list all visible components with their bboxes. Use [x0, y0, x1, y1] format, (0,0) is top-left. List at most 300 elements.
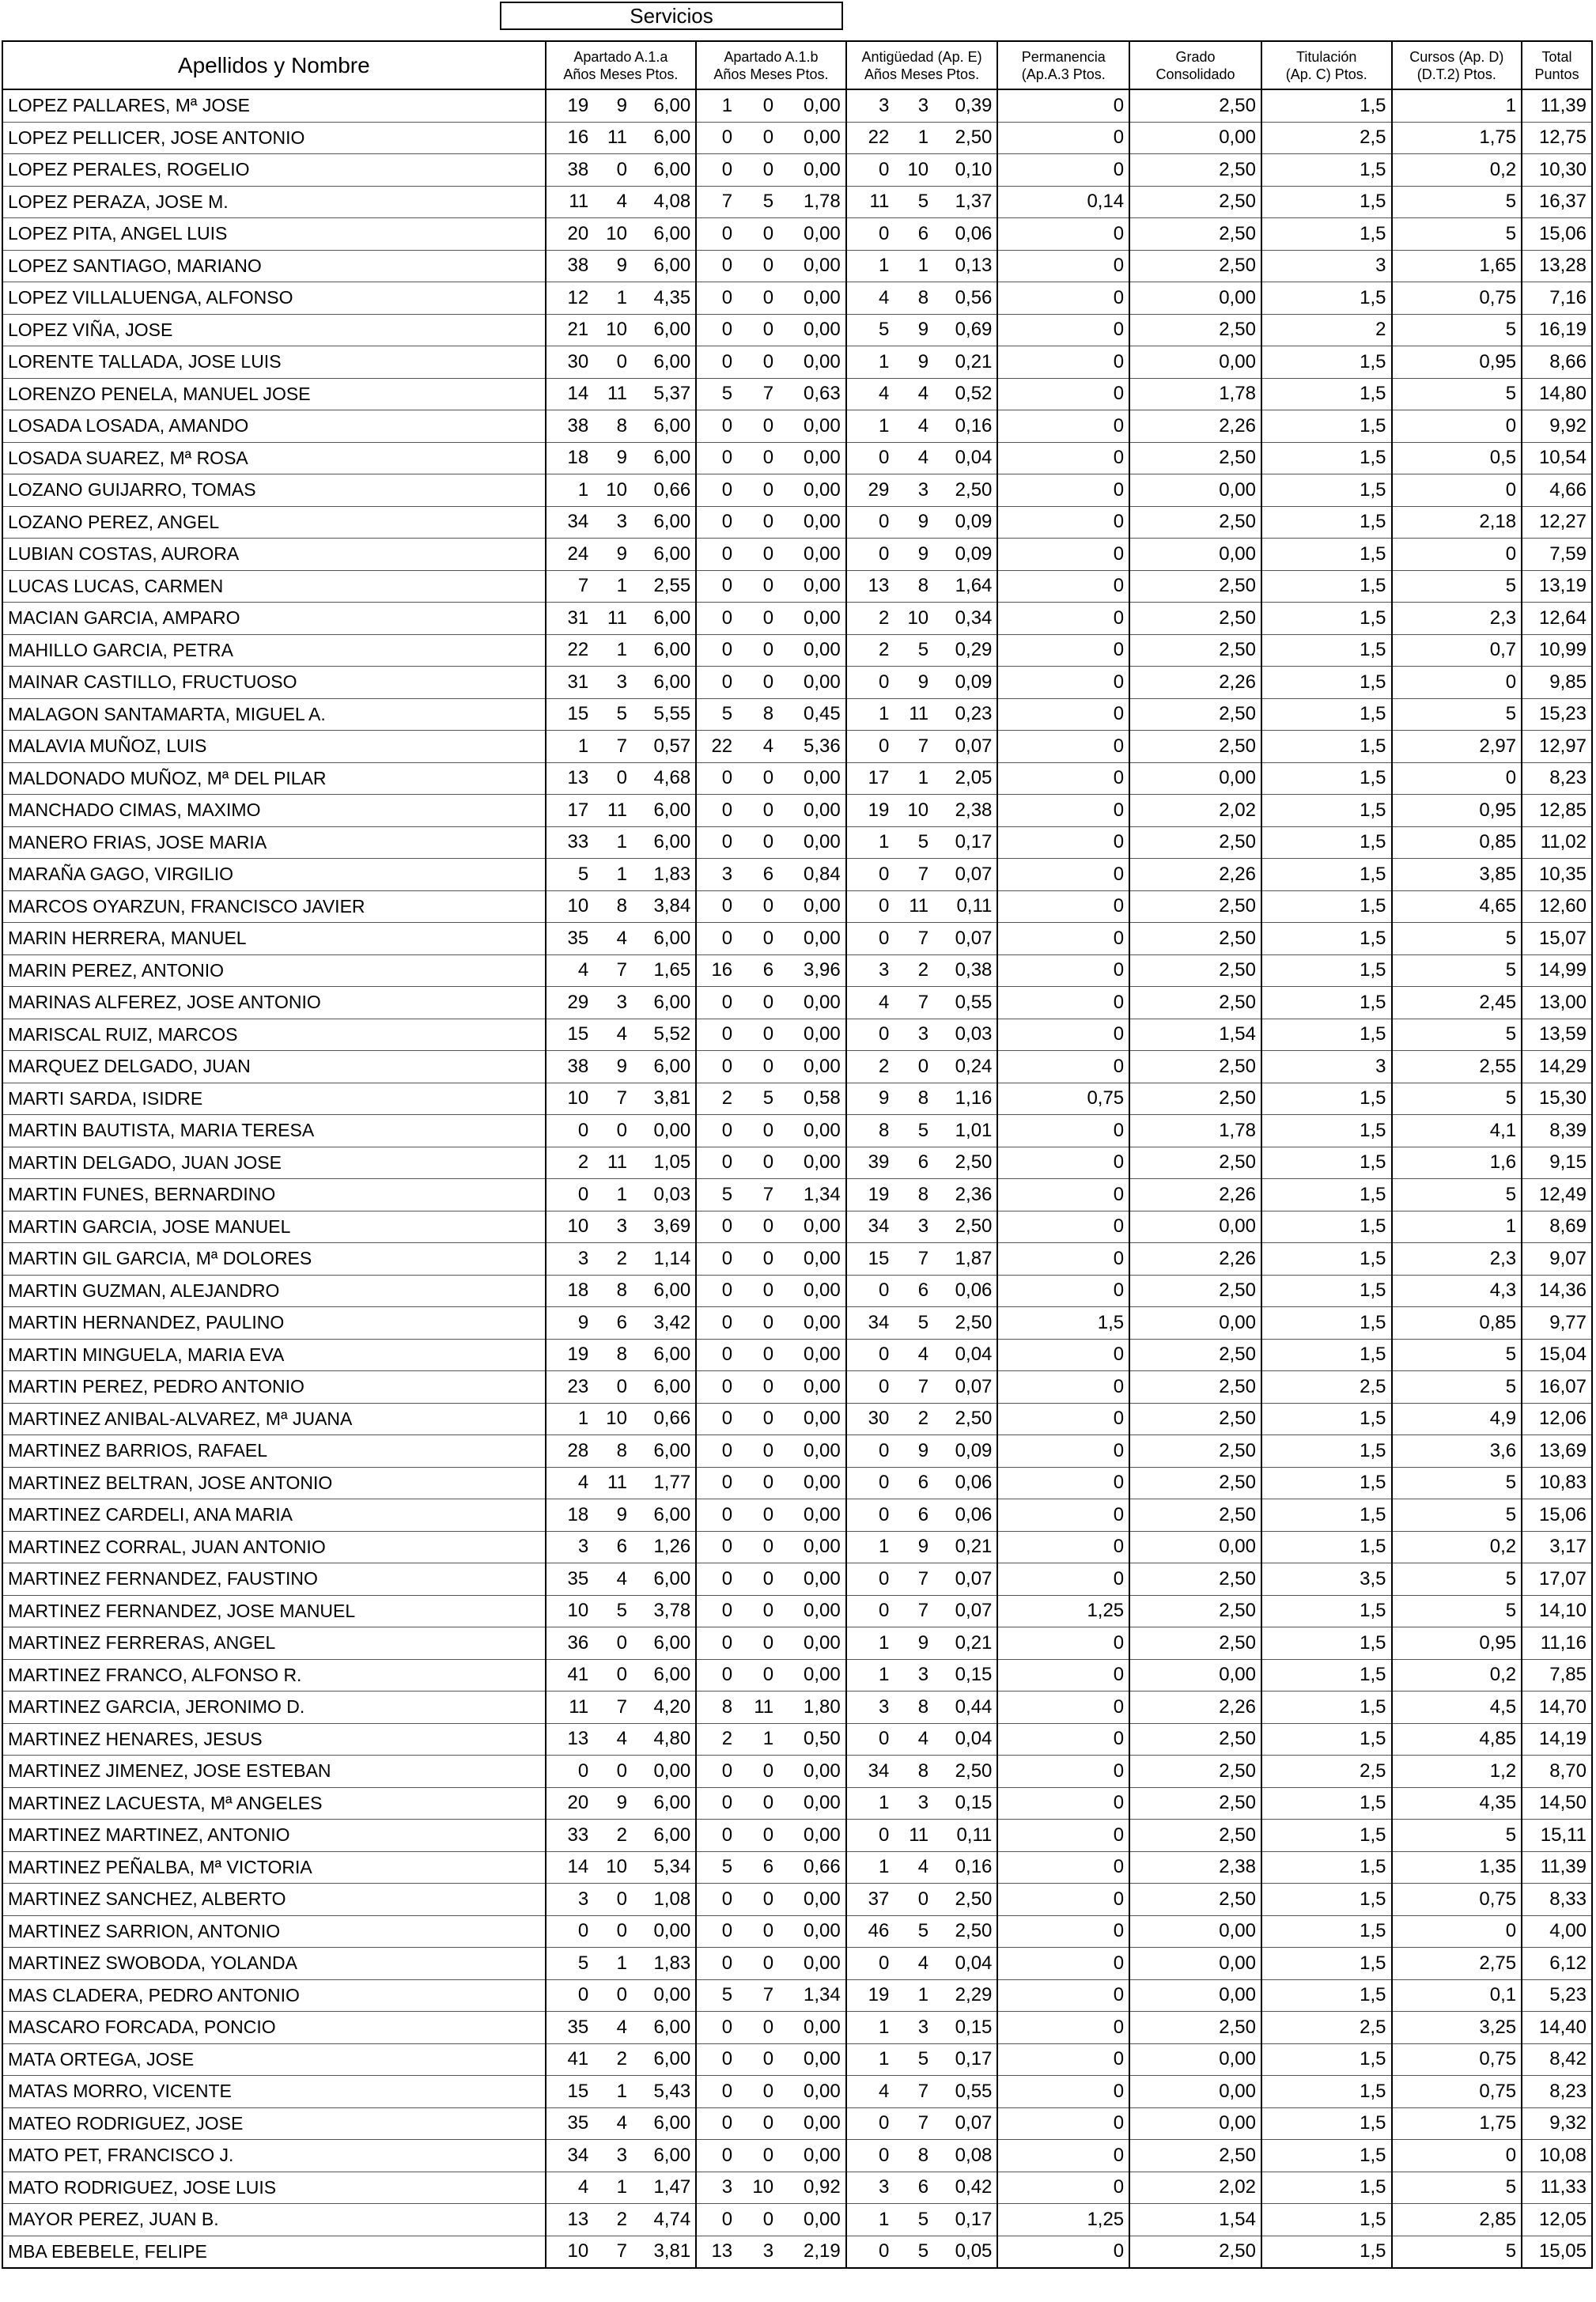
table-row	[2, 186, 1592, 218]
cell-cursos: 0,2	[1392, 154, 1522, 187]
cell-titulacion: 1,5	[1261, 667, 1392, 699]
cell-antig-meses: 4	[917, 1344, 929, 1366]
cell-antig-anos: 0	[846, 154, 894, 187]
cell-titulacion: 1,5	[1261, 2204, 1392, 2236]
cell-a1a-meses: 3	[616, 671, 627, 693]
cell-antig-ptos: 0,07	[955, 1600, 993, 1622]
cell-a1a-meses: 7	[616, 735, 627, 757]
cell-total: 12,97	[1522, 731, 1592, 763]
cell-a1a-ptos: 3,42	[653, 1311, 691, 1333]
table-row	[2, 1499, 1592, 1532]
cell-a1a-meses: 7	[616, 2240, 627, 2262]
cell-antig-anos: 0	[846, 1563, 894, 1596]
table-row	[2, 1787, 1592, 1820]
cell-grado: 2,50	[1129, 442, 1261, 474]
cell-a1b-anos: 0	[696, 1147, 737, 1179]
table-row	[2, 1692, 1592, 1724]
cell-antig-meses: 2	[917, 1408, 929, 1430]
cell-a1a-anos: 17	[546, 795, 594, 827]
cell-permanencia: 1,5	[997, 1307, 1129, 1340]
cell-a1b-anos: 0	[696, 1499, 737, 1532]
cell-cursos: 0,2	[1392, 1531, 1522, 1563]
cell-titulacion: 1,5	[1261, 1595, 1392, 1627]
cell-name: MALAVIA MUÑOZ, LUIS	[2, 731, 546, 763]
cell-a1b-ptos: 0,58	[803, 1087, 841, 1109]
cell-a1b-anos: 0	[696, 346, 737, 379]
cell-grado: 0,00	[1129, 539, 1261, 571]
cell-a1a-ptos: 5,37	[653, 383, 691, 405]
cell-grado: 2,26	[1129, 410, 1261, 443]
cell-a1b-anos: 0	[696, 250, 737, 282]
cell-a1a-ptos: 6,00	[653, 94, 691, 116]
cell-antig-ptos: 0,11	[956, 895, 993, 917]
cell-name: MARTIN GARCIA, JOSE MANUEL	[2, 1211, 546, 1243]
cell-permanencia: 0	[997, 1531, 1129, 1563]
cell-a1b-ptos: 0,00	[803, 1664, 841, 1686]
cell-antig-anos: 30	[846, 1403, 894, 1435]
cell-a1a-ptos: 0,66	[653, 478, 691, 501]
cell-permanencia: 0	[997, 1179, 1129, 1211]
cell-name: MARTINEZ HENARES, JESUS	[2, 1723, 546, 1756]
cell-grado: 2,50	[1129, 826, 1261, 859]
cell-a1b-anos: 0	[696, 506, 737, 539]
cell-antig-meses: 5	[917, 1119, 929, 1141]
cell-a1b-ptos: 0,00	[803, 639, 841, 661]
cell-antig-meses: 5	[917, 2048, 929, 2070]
cell-grado: 2,02	[1129, 2172, 1261, 2204]
cell-titulacion: 1,5	[1261, 1723, 1392, 1756]
table-row	[2, 1083, 1592, 1115]
cell-titulacion: 1,5	[1261, 378, 1392, 410]
cell-titulacion: 1,5	[1261, 154, 1392, 187]
cell-a1b-anos: 0	[696, 282, 737, 315]
cell-a1a-ptos: 6,00	[653, 222, 691, 244]
cell-a1b-meses: 0	[762, 1536, 774, 1558]
table-row	[2, 250, 1592, 282]
cell-a1b-meses: 1	[762, 1728, 774, 1750]
cell-antig-anos: 2	[846, 1051, 894, 1083]
cell-a1a-ptos: 3,84	[653, 895, 691, 917]
cell-a1b-ptos: 0,00	[803, 414, 841, 437]
cell-a1b-meses: 0	[762, 2144, 774, 2166]
cell-total: 4,66	[1522, 474, 1592, 507]
cell-a1a-meses: 1	[616, 1183, 627, 1205]
cell-titulacion: 2,5	[1261, 1756, 1392, 1788]
cell-antig-ptos: 0,03	[955, 1023, 993, 1045]
cell-permanencia: 0	[997, 410, 1129, 443]
cell-permanencia: 0	[997, 1948, 1129, 1980]
cell-titulacion: 1,5	[1261, 1659, 1392, 1692]
cell-permanencia: 0	[997, 570, 1129, 603]
cell-total: 13,00	[1522, 987, 1592, 1019]
cell-total: 11,16	[1522, 1627, 1592, 1660]
cell-a1a-meses: 4	[616, 2112, 627, 2134]
cell-a1a-anos: 3	[546, 1884, 594, 1916]
cell-a1b-ptos: 0,00	[803, 2016, 841, 2038]
cell-antig-ptos: 2,50	[955, 1888, 993, 1910]
cell-a1a-meses: 11	[607, 383, 627, 405]
cell-cursos: 1,2	[1392, 1756, 1522, 1788]
cell-name: MARTINEZ BELTRAN, JOSE ANTONIO	[2, 1467, 546, 1499]
cell-permanencia: 0	[997, 2043, 1129, 2076]
cell-permanencia: 0	[997, 1563, 1129, 1596]
cell-a1a-anos: 34	[546, 2140, 594, 2172]
cell-grado: 2,50	[1129, 1627, 1261, 1660]
cell-antig-anos: 29	[846, 474, 894, 507]
cell-grado: 2,50	[1129, 1787, 1261, 1820]
cell-a1b-meses: 0	[762, 286, 774, 308]
header-row	[2, 41, 1592, 89]
cell-a1b-meses: 0	[762, 1055, 774, 1077]
cell-total: 6,12	[1522, 1948, 1592, 1980]
cell-a1a-meses: 0	[616, 1760, 627, 1782]
cell-a1b-meses: 0	[762, 1375, 774, 1397]
cell-name: MATO RODRIGUEZ, JOSE LUIS	[2, 2172, 546, 2204]
cell-a1a-ptos: 1,83	[653, 1952, 691, 1974]
cell-a1a-ptos: 4,80	[653, 1728, 691, 1750]
cell-a1a-ptos: 0,00	[653, 1119, 691, 1141]
cell-a1b-ptos: 2,19	[803, 2240, 841, 2262]
cell-a1b-anos: 7	[696, 186, 737, 218]
cell-antig-anos: 0	[846, 1948, 894, 1980]
cell-permanencia: 0	[997, 762, 1129, 795]
cell-grado: 2,50	[1129, 923, 1261, 955]
cell-total: 8,42	[1522, 2043, 1592, 2076]
cell-a1b-ptos: 0,00	[803, 1631, 841, 1654]
cell-a1b-meses: 0	[762, 94, 774, 116]
cell-titulacion: 1,5	[1261, 282, 1392, 315]
cell-a1b-anos: 0	[696, 2043, 737, 2076]
cell-grado: 0,00	[1129, 2043, 1261, 2076]
cell-total: 5,23	[1522, 1979, 1592, 2012]
cell-antig-anos: 15	[846, 1243, 894, 1276]
cell-a1a-anos: 31	[546, 603, 594, 635]
cell-a1a-ptos: 6,00	[653, 319, 691, 341]
cell-titulacion: 1,5	[1261, 1115, 1392, 1147]
cell-total: 9,07	[1522, 1243, 1592, 1276]
col-header-a1b: Apartado A.1.b Años Meses Ptos.	[696, 41, 846, 89]
cell-titulacion: 1,5	[1261, 634, 1392, 667]
cell-name: MARTINEZ MARTINEZ, ANTONIO	[2, 1820, 546, 1852]
cell-total: 16,19	[1522, 314, 1592, 346]
cell-a1a-meses: 0	[616, 767, 627, 789]
cell-grado: 2,50	[1129, 1339, 1261, 1371]
cell-a1b-ptos: 0,00	[803, 350, 841, 372]
cell-name: MATEO RODRIGUEZ, JOSE	[2, 2107, 546, 2140]
col-header-permanencia: Permanencia (Ap.A.3 Ptos.	[997, 41, 1129, 89]
cell-antig-anos: 4	[846, 2076, 894, 2108]
cell-a1b-anos: 0	[696, 1339, 737, 1371]
cell-grado: 2,50	[1129, 506, 1261, 539]
cell-a1a-meses: 4	[616, 1023, 627, 1045]
cell-permanencia: 0	[997, 2012, 1129, 2044]
cell-name: MANCHADO CIMAS, MAXIMO	[2, 795, 546, 827]
cell-grado: 1,78	[1129, 378, 1261, 410]
cell-antig-anos: 46	[846, 1915, 894, 1948]
cell-antig-anos: 0	[846, 218, 894, 251]
cell-antig-meses: 6	[917, 2176, 929, 2198]
cell-a1a-ptos: 1,47	[653, 2176, 691, 2198]
cell-cursos: 2,97	[1392, 731, 1522, 763]
cell-permanencia: 0	[997, 506, 1129, 539]
cell-titulacion: 2,5	[1261, 2012, 1392, 2044]
cell-a1a-anos: 13	[546, 1723, 594, 1756]
cell-antig-ptos: 0,04	[955, 1952, 993, 1974]
table-row	[2, 603, 1592, 635]
cell-name: MARTINEZ ANIBAL-ALVAREZ, Mª JUANA	[2, 1403, 546, 1435]
col-header-cursos: Cursos (Ap. D) (D.T.2) Ptos.	[1392, 41, 1522, 89]
cell-grado: 2,50	[1129, 1820, 1261, 1852]
cell-a1b-meses: 0	[762, 1664, 774, 1686]
table-row	[2, 1115, 1592, 1147]
cell-titulacion: 1,5	[1261, 1243, 1392, 1276]
cell-antig-anos: 1	[846, 1787, 894, 1820]
cell-a1a-ptos: 3,81	[653, 1087, 691, 1109]
cell-cursos: 4,3	[1392, 1275, 1522, 1307]
cell-a1b-meses: 0	[762, 478, 774, 501]
cell-a1b-meses: 0	[762, 1952, 774, 1974]
cell-cursos: 0	[1392, 410, 1522, 443]
cell-grado: 2,38	[1129, 1851, 1261, 1884]
cell-antig-meses: 6	[917, 222, 929, 244]
cell-grado: 1,54	[1129, 2204, 1261, 2236]
cell-total: 15,04	[1522, 1339, 1592, 1371]
col-header-grado: Grado Consolidado	[1129, 41, 1261, 89]
cell-a1b-ptos: 0,00	[803, 127, 841, 149]
cell-a1a-ptos: 6,00	[653, 927, 691, 949]
cell-titulacion: 1,5	[1261, 731, 1392, 763]
cell-a1b-anos: 0	[696, 603, 737, 635]
cell-cursos: 0,95	[1392, 795, 1522, 827]
cell-name: MARTIN BAUTISTA, MARIA TERESA	[2, 1115, 546, 1147]
cell-a1a-meses: 1	[616, 639, 627, 661]
cell-a1b-meses: 0	[762, 607, 774, 629]
cell-a1b-meses: 0	[762, 1920, 774, 1942]
cell-a1b-meses: 7	[762, 1183, 774, 1205]
cell-total: 11,39	[1522, 89, 1592, 122]
cell-antig-ptos: 0,10	[955, 158, 993, 180]
cell-a1a-meses: 0	[616, 1920, 627, 1942]
cell-a1a-meses: 8	[616, 1439, 627, 1461]
table-row	[2, 1179, 1592, 1211]
cell-a1a-anos: 0	[546, 1915, 594, 1948]
cell-a1b-ptos: 0,00	[803, 1600, 841, 1622]
cell-antig-anos: 1	[846, 1851, 894, 1884]
cell-permanencia: 0	[997, 2236, 1129, 2268]
cell-total: 14,36	[1522, 1275, 1592, 1307]
cell-a1b-anos: 0	[696, 667, 737, 699]
cell-cursos: 5	[1392, 1563, 1522, 1596]
cell-total: 14,80	[1522, 378, 1592, 410]
cell-a1b-meses: 0	[762, 319, 774, 341]
cell-antig-ptos: 2,38	[955, 799, 993, 821]
cell-antig-anos: 0	[846, 1275, 894, 1307]
cell-a1b-anos: 0	[696, 410, 737, 443]
cell-a1a-anos: 1	[546, 1403, 594, 1435]
cell-antig-anos: 4	[846, 987, 894, 1019]
cell-antig-ptos: 0,07	[955, 927, 993, 949]
cell-a1a-anos: 10	[546, 1083, 594, 1115]
cell-name: LUCAS LUCAS, CARMEN	[2, 570, 546, 603]
cell-a1b-meses: 0	[762, 1280, 774, 1302]
cell-a1b-ptos: 0,50	[803, 1728, 841, 1750]
cell-titulacion: 1,5	[1261, 442, 1392, 474]
cell-cursos: 2,85	[1392, 2204, 1522, 2236]
cell-name: MARTINEZ FERRERAS, ANGEL	[2, 1627, 546, 1660]
cell-a1b-ptos: 0,00	[803, 94, 841, 116]
table-row	[2, 698, 1592, 731]
cell-antig-ptos: 0,55	[955, 2080, 993, 2102]
cell-titulacion: 1,5	[1261, 1403, 1392, 1435]
cell-antig-anos: 1	[846, 698, 894, 731]
cell-name: MAS CLADERA, PEDRO ANTONIO	[2, 1979, 546, 2012]
cell-a1a-anos: 21	[546, 314, 594, 346]
cell-antig-ptos: 0,15	[955, 2016, 993, 2038]
cell-antig-ptos: 0,55	[955, 991, 993, 1013]
cell-a1a-anos: 16	[546, 122, 594, 154]
cell-cursos: 2,3	[1392, 1243, 1522, 1276]
cell-a1a-ptos: 0,03	[653, 1183, 691, 1205]
cell-antig-anos: 34	[846, 1307, 894, 1340]
cell-a1a-ptos: 1,14	[653, 1247, 691, 1269]
cell-antig-meses: 9	[917, 671, 929, 693]
cell-permanencia: 0	[997, 1820, 1129, 1852]
cell-a1b-anos: 0	[696, 826, 737, 859]
cell-cursos: 4,85	[1392, 1723, 1522, 1756]
cell-cursos: 4,65	[1392, 890, 1522, 923]
cell-antig-ptos: 2,50	[955, 1408, 993, 1430]
table-row	[2, 346, 1592, 379]
cell-a1a-meses: 10	[606, 1856, 627, 1878]
cell-a1b-anos: 0	[696, 890, 737, 923]
cell-total: 10,35	[1522, 859, 1592, 891]
cell-a1b-anos: 0	[696, 1307, 737, 1340]
cell-name: MARTINEZ SWOBODA, YOLANDA	[2, 1948, 546, 1980]
col-header-antiguedad: Antigüedad (Ap. E) Años Meses Ptos.	[846, 41, 998, 89]
cell-name: MATA ORTEGA, JOSE	[2, 2043, 546, 2076]
cell-permanencia: 0	[997, 1147, 1129, 1179]
cell-a1a-ptos: 6,00	[653, 1375, 691, 1397]
cell-a1a-ptos: 6,00	[653, 1567, 691, 1589]
cell-antig-meses: 5	[917, 831, 929, 853]
cell-a1b-meses: 7	[762, 383, 774, 405]
cell-cursos: 0,7	[1392, 634, 1522, 667]
cell-titulacion: 1,5	[1261, 1179, 1392, 1211]
cell-permanencia: 0,14	[997, 186, 1129, 218]
cell-name: MARTINEZ FERNANDEZ, FAUSTINO	[2, 1563, 546, 1596]
cell-antig-anos: 3	[846, 2172, 894, 2204]
cell-a1b-meses: 0	[762, 1792, 774, 1814]
cell-cursos: 5	[1392, 1499, 1522, 1532]
cell-a1a-ptos: 5,52	[653, 1023, 691, 1045]
cell-permanencia: 0	[997, 378, 1129, 410]
cell-antig-anos: 37	[846, 1884, 894, 1916]
cell-a1b-ptos: 0,00	[803, 895, 841, 917]
cell-antig-anos: 0	[846, 1371, 894, 1404]
table-row	[2, 282, 1592, 315]
cell-antig-meses: 1	[917, 255, 929, 277]
cell-grado: 2,02	[1129, 795, 1261, 827]
cell-a1a-meses: 8	[616, 414, 627, 437]
cell-titulacion: 1,5	[1261, 826, 1392, 859]
cell-permanencia: 0	[997, 1499, 1129, 1532]
cell-antig-ptos: 0,07	[955, 1567, 993, 1589]
cell-total: 12,75	[1522, 122, 1592, 154]
cell-a1a-ptos: 3,69	[653, 1215, 691, 1238]
cell-a1b-anos: 0	[696, 1627, 737, 1660]
cell-a1a-anos: 10	[546, 890, 594, 923]
cell-antig-ptos: 2,50	[955, 1760, 993, 1782]
cell-a1b-ptos: 1,80	[803, 1695, 841, 1718]
cell-permanencia: 0	[997, 2107, 1129, 2140]
cell-cursos: 0,75	[1392, 2043, 1522, 2076]
cell-a1a-ptos: 6,00	[653, 1344, 691, 1366]
cell-antig-meses: 10	[907, 158, 929, 180]
cell-antig-meses: 11	[909, 895, 929, 917]
cell-a1a-meses: 6	[616, 1311, 627, 1333]
cell-permanencia: 1,25	[997, 1595, 1129, 1627]
cell-grado: 0,00	[1129, 282, 1261, 315]
cell-a1b-ptos: 3,96	[803, 959, 841, 981]
cell-antig-ptos: 2,50	[955, 127, 993, 149]
cell-a1a-meses: 2	[616, 1824, 627, 1846]
cell-grado: 2,50	[1129, 2140, 1261, 2172]
cell-permanencia: 0	[997, 89, 1129, 122]
cell-a1a-anos: 9	[546, 1307, 594, 1340]
cell-a1b-anos: 22	[696, 731, 737, 763]
cell-permanencia: 1,25	[997, 2204, 1129, 2236]
cell-antig-meses: 7	[917, 735, 929, 757]
cell-name: MARTINEZ CARDELI, ANA MARIA	[2, 1499, 546, 1532]
cell-a1a-meses: 0	[616, 1888, 627, 1910]
cell-name: MARAÑA GAGO, VIRGILIO	[2, 859, 546, 891]
cell-antig-ptos: 2,50	[955, 1215, 993, 1238]
cell-total: 9,15	[1522, 1147, 1592, 1179]
cell-a1a-meses: 0	[616, 158, 627, 180]
cell-antig-ptos: 0,09	[955, 542, 993, 565]
cell-cursos: 5	[1392, 186, 1522, 218]
cell-grado: 2,50	[1129, 1435, 1261, 1468]
cell-total: 12,05	[1522, 2204, 1592, 2236]
cell-a1b-meses: 0	[762, 414, 774, 437]
cell-antig-meses: 1	[917, 767, 929, 789]
cell-a1a-anos: 35	[546, 923, 594, 955]
cell-name: MBA EBEBELE, FELIPE	[2, 2236, 546, 2268]
cell-a1b-anos: 0	[696, 1019, 737, 1051]
cell-permanencia: 0	[997, 731, 1129, 763]
cell-cursos: 5	[1392, 1339, 1522, 1371]
cell-a1a-ptos: 6,00	[653, 1503, 691, 1525]
cell-antig-meses: 8	[917, 1760, 929, 1782]
cell-a1a-ptos: 6,00	[653, 991, 691, 1013]
cell-cursos: 0,75	[1392, 282, 1522, 315]
cell-a1b-anos: 0	[696, 442, 737, 474]
cell-titulacion: 2	[1261, 314, 1392, 346]
table-row	[2, 2204, 1592, 2236]
cell-a1b-anos: 0	[696, 1787, 737, 1820]
cell-cursos: 5	[1392, 218, 1522, 251]
table-row	[2, 826, 1592, 859]
cell-grado: 2,50	[1129, 987, 1261, 1019]
cell-a1b-anos: 0	[696, 1115, 737, 1147]
cell-antig-anos: 0	[846, 442, 894, 474]
cell-name: LOPEZ SANTIAGO, MARIANO	[2, 250, 546, 282]
cell-name: MARTINEZ SANCHEZ, ALBERTO	[2, 1884, 546, 1916]
cell-total: 8,39	[1522, 1115, 1592, 1147]
table-row	[2, 1851, 1592, 1884]
cell-a1a-meses: 4	[616, 191, 627, 213]
cell-cursos: 3,6	[1392, 1435, 1522, 1468]
